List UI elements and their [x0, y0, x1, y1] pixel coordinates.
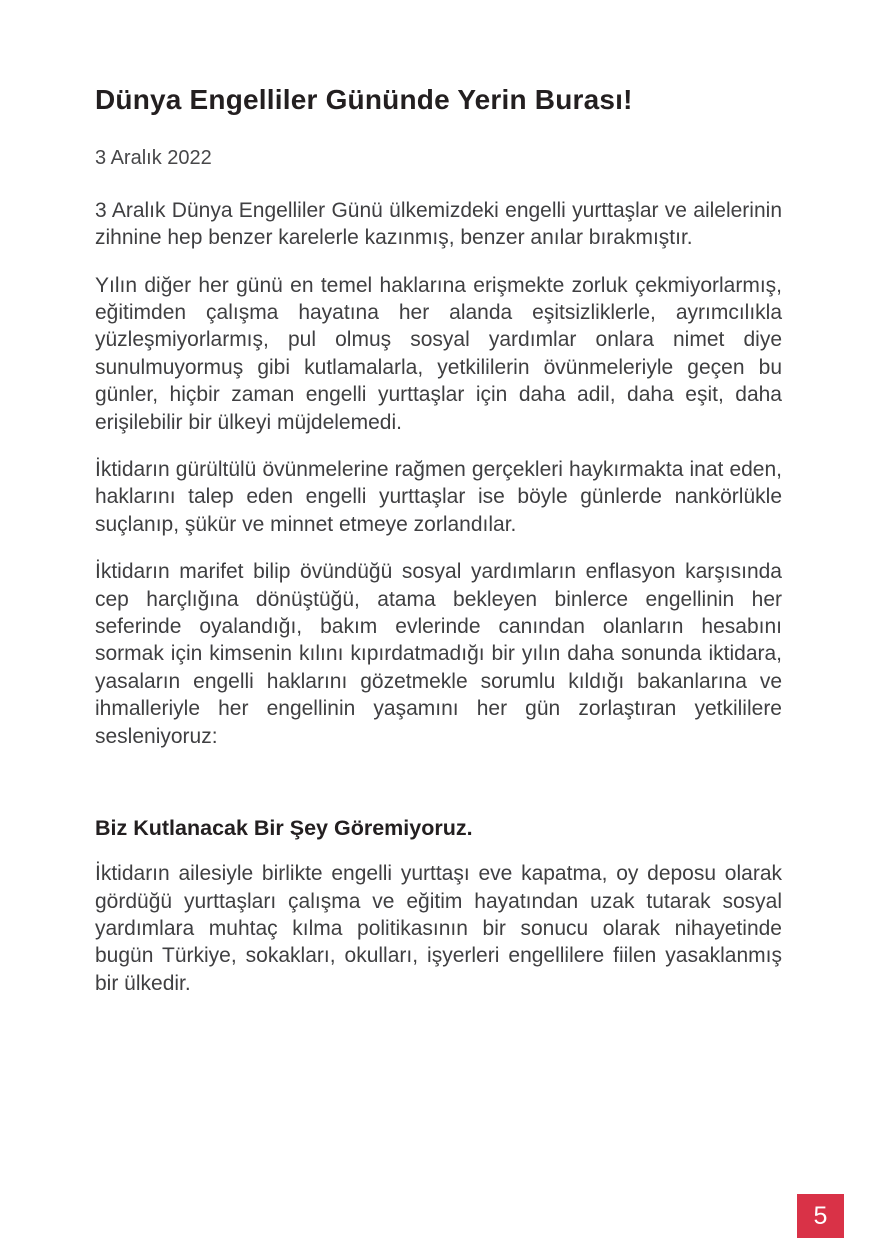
page-number-badge: 5: [797, 1194, 844, 1238]
page-title: Dünya Engelliler Gününde Yerin Burası!: [95, 84, 633, 115]
paragraph: İktidarın marifet bilip övündüğü sosyal yardımların enflasyon karşısında cep harçlığına dönüştüğü, atama bekleyen binlerce engellinin her seferinde oyalandığı, bakım evlerinde canından olanların hesabını sormak için kimsenin kılını kıpırdatmadığı bir yılın daha sonunda iktidara, yasaların engelli haklarını gözetmekle sorumlu kıldığı bakanlarına ve ihmalleriyle her engellinin yaşamını her gün zorlaştıran yetkililere sesleniyoruz:: [95, 560, 782, 748]
paragraph: İktidarın gürültülü övünmelerine rağmen gerçekleri haykırmakta inat eden, haklarını talep eden engelli yurttaşlar ise böyle günlerde nankörlükle suçlanıp, şükür ve minnet etmeye zorlandılar.: [95, 458, 782, 536]
section-subheading: Biz Kutlanacak Bir Şey Göremiyoruz.: [95, 816, 473, 841]
date-line: 3 Aralık 2022: [95, 146, 212, 169]
paragraph: 3 Aralık Dünya Engelliler Günü ülkemizdeki engelli yurttaşlar ve ailelerinin zihnine hep benzer karelerle kazınmış, benzer anılar bırakmıştır.: [95, 198, 782, 250]
paragraph: Yılın diğer her günü en temel haklarına erişmekte zorluk çekmiyorlarmış, eğitimden çalışma hayatına her alanda eşitsizliklerle, ayrımcılıkla yüzleşmiyorlarmış, pul olmuş sosyal yardımlar onlara nimet diye sunulmuyormuş gibi kutlamalarla, yetkililerin övünmeleriyle geçen bu günler, hiçbir zaman engelli yurttaşlar için daha adil, daha eşit, daha erişilebilir bir ülkeyi müjdelemedi.: [95, 273, 782, 434]
closing-paragraph: İktidarın ailesiyle birlikte engelli yurttaşı eve kapatma, oy deposu olarak gördüğü yurttaşları çalışma ve eğitim hayatından uzak tutarak sosyal yardımlara muhtaç kılma politikasının bir sonucu olarak nihayetinde bugün Türkiye, sokakları, okulları, işyerleri engellilere fiilen yasaklanmış bir ülkedir.: [95, 862, 782, 995]
document-content: [95, 0, 782, 1017]
body-text: [95, 197, 782, 997]
